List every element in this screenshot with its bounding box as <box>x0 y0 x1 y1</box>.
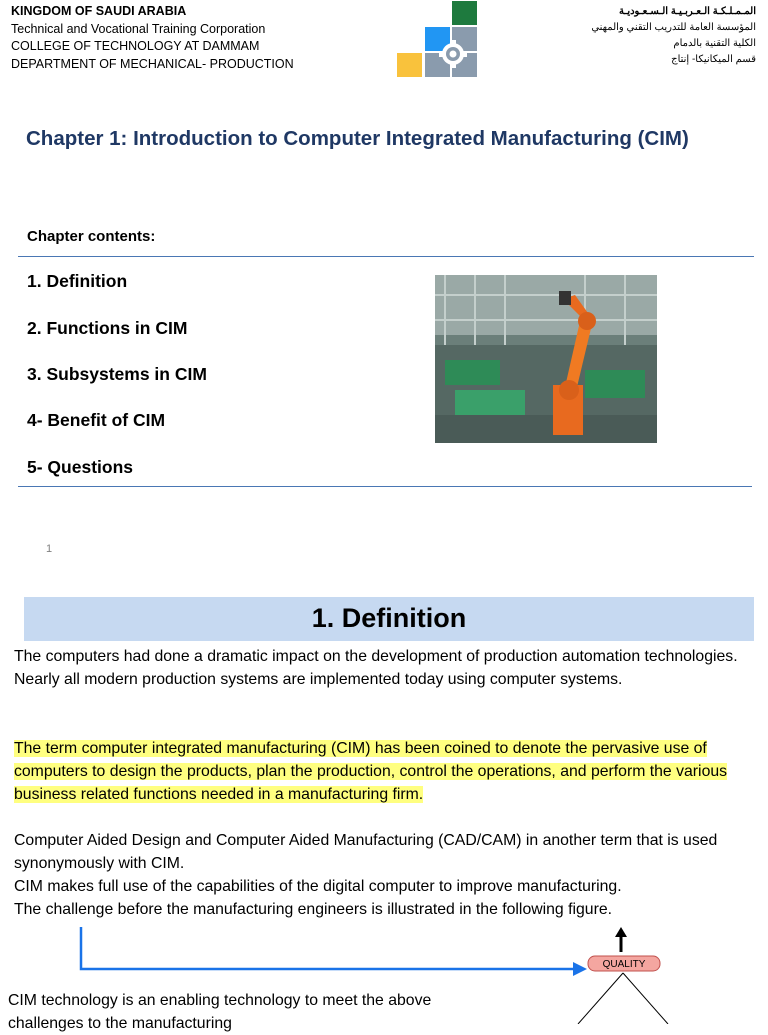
paragraph-3-line-1: Computer Aided Design and Computer Aided Manufacturing (CAD/CAM) in another term that is used synonymously with CIM. <box>14 832 718 872</box>
header-ar-line-3: الكلية التقنية بالدمام <box>673 38 756 49</box>
toc-item-definition: 1. Definition <box>27 271 128 291</box>
header-arabic <box>591 4 756 68</box>
tvtc-logo-icon <box>396 0 480 78</box>
paragraph-3-line-3: The challenge before the manufacturing engineers is illustrated in the following figure. <box>14 901 613 918</box>
header-en-line-1: KINGDOM OF SAUDI ARABIA <box>11 4 187 18</box>
toc-item-functions: 2. Functions in CIM <box>27 318 188 338</box>
blue-arrow <box>81 927 575 969</box>
quality-label: QUALITY <box>602 959 646 970</box>
page-number: 1 <box>46 543 53 555</box>
triangle-right-edge <box>623 973 668 1024</box>
header-en-line-2: Technical and Vocational Training Corporation <box>11 21 266 36</box>
chapter-title: Chapter 1: Introduction to Computer Integrated Manufacturing (CIM) <box>26 127 689 150</box>
toc-item-questions: 5- Questions <box>27 457 133 477</box>
contents-top-rule <box>18 256 754 257</box>
arrow-head-icon <box>573 962 587 976</box>
toc-item-subsystems: 3. Subsystems in CIM <box>27 364 207 384</box>
paragraph-3-line-2: CIM makes full use of the capabilities of the digital computer to improve manufacturing. <box>14 878 622 895</box>
definition-heading: 1. Definition <box>311 603 467 633</box>
triangle-left-edge <box>578 973 623 1024</box>
header-en-line-3: COLLEGE OF TECHNOLOGY AT DAMMAM <box>11 39 260 53</box>
header-ar-line-2: المؤسسة العامة للتدريب التقني والمهني <box>591 22 756 33</box>
definition-paragraph-1: The computers had done a dramatic impact on the development of production automation technologies. Nearly all modern production systems are implemented today using computer systems. <box>14 648 738 688</box>
definition-paragraph-3 <box>14 829 758 921</box>
header-ar-line-4: قسم الميكانيكا- إنتاج <box>671 54 756 65</box>
contents-bottom-rule <box>18 486 752 487</box>
bottom-paragraph: CIM technology is an enabling technology to meet the above challenges to the manufacturing <box>8 992 432 1032</box>
header-ar-line-1: المـمـلـكـة الـعـربـيـة الـسـعـوديـة <box>619 6 756 17</box>
up-arrow-icon <box>615 927 627 937</box>
industrial-robot-photo <box>435 275 657 443</box>
header-english <box>11 3 294 73</box>
chapter-contents-label: Chapter contents: <box>27 228 156 245</box>
highlighted-text: The term computer integrated manufacturing (CIM) has been coined to denote the pervasive use of computers to design the products, plan the production, control the operations, and perform the various business related functions needed in a manufacturing firm. <box>14 740 728 803</box>
header-en-line-4: DEPARTMENT OF MECHANICAL- PRODUCTION <box>11 56 294 71</box>
toc-item-benefit: 4- Benefit of CIM <box>27 410 166 430</box>
definition-paragraph-2 <box>14 737 758 806</box>
